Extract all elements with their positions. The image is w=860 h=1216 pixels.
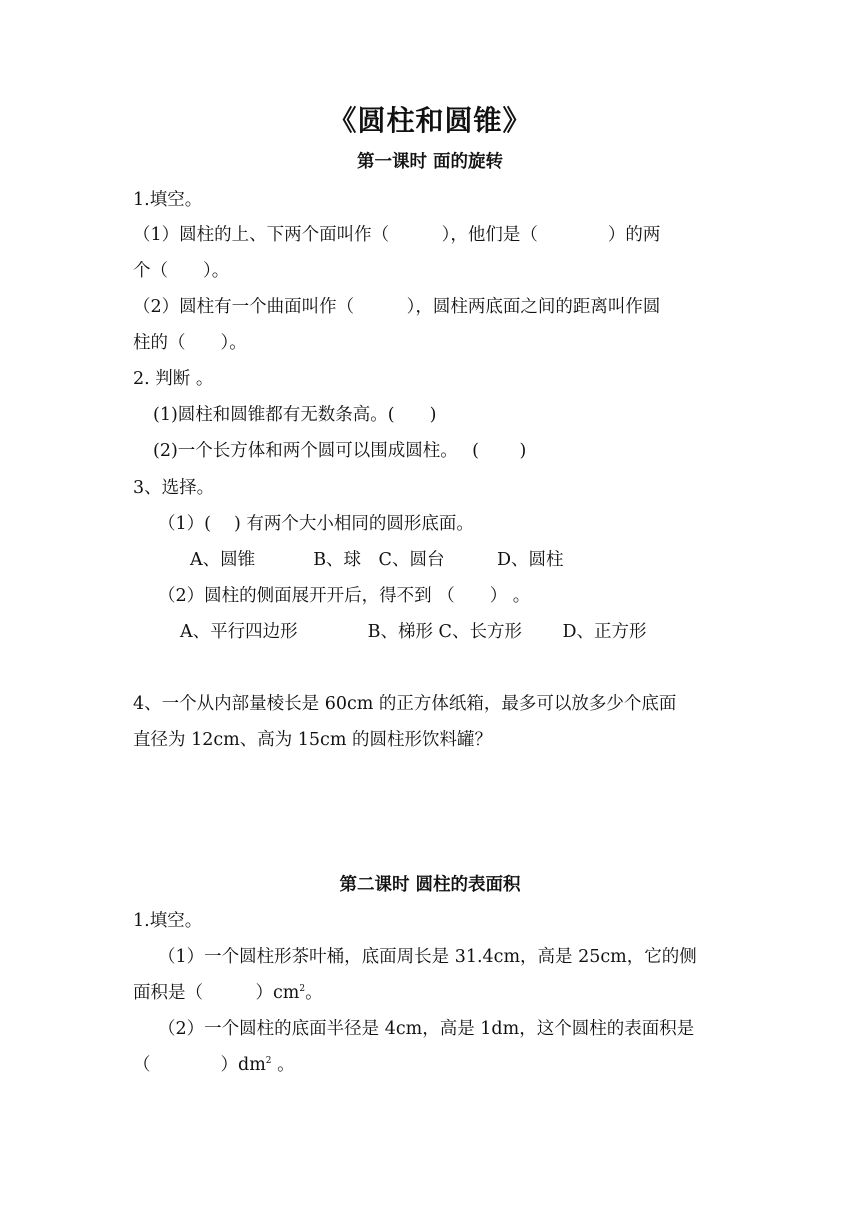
lesson1-q2-2: (2)一个长方体和两个圆可以围成圆柱。 ( ) [153,441,527,461]
lesson1-q4-line1: 4、一个从内部量棱长是 60cm 的正方体纸箱，最多可以放多少个底面 [133,694,677,714]
lesson1-q1-2-line2: 柱的（ ）。 [133,333,247,353]
lesson2-q1-2-line2-text: （ ）dm [133,1055,266,1075]
lesson1-q1-title: 1.填空。 [133,190,203,210]
lesson1-q3-2-options: A、平行四边形 B、梯形 C、长方形 D、正方形 [180,622,647,642]
lesson1-q2-1: (1)圆柱和圆锥都有无数条高。( ) [153,405,437,425]
lesson1-q1-1-line1: （1）圆柱的上、下两个面叫作（ ），他们是（ ）的两 [133,225,661,245]
squared-superscript: 2 [265,1056,272,1067]
lesson2-q1-1-line2-end: 。 [305,983,323,1003]
lesson1-q3-title: 3、选择。 [133,478,215,498]
lesson1-q4-line2: 直径为 12cm、高为 15cm 的圆柱形饮料罐？ [133,730,493,750]
lesson1-heading: 第一课时 面的旋转 [356,152,504,172]
lesson2-q1-2-line2-end: 。 [271,1055,295,1075]
document-title: 《圆柱和圆锥》 [328,104,532,137]
lesson2-q1-title: 1.填空。 [133,911,203,931]
lesson2-q1-2-line1: （2）一个圆柱的底面半径是 4cm，高是 1dm，这个圆柱的表面积是 [158,1019,695,1039]
lesson1-q1-1-line2: 个（ ）。 [133,261,230,281]
lesson2-q1-1-line2-text: 面积是（ ）cm [133,983,300,1003]
lesson2-q1-2-line2 [133,1054,860,1076]
lesson1-q3-2: （2）圆柱的侧面展开开后，得不到 （ ） 。 [158,586,531,606]
lesson2-q1-1-line2 [133,982,860,1004]
lesson1-q3-1: （1）( ) 有两个大小相同的圆形底面。 [158,514,474,534]
lesson2-heading: 第二课时 圆柱的表面积 [339,875,521,895]
lesson1-q1-2-line1: （2）圆柱有一个曲面叫作（ ），圆柱两底面之间的距离叫作圆 [133,297,661,317]
squared-superscript: 2 [299,984,306,995]
lesson1-q2-title: 2. 判断 。 [133,369,214,389]
lesson1-q3-1-options: A、圆锥 B、球 C、圆台 D、圆柱 [190,550,564,570]
lesson2-q1-1-line1: （1）一个圆柱形茶叶桶，底面周长是 31.4cm，高是 25cm，它的侧 [158,947,697,967]
